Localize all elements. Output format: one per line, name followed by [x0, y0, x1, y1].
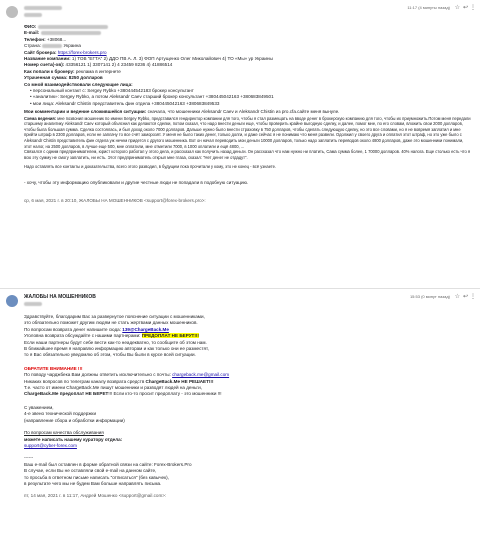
email1-recipient[interactable]	[24, 12, 42, 17]
regards: (направление сбора и обработки информации)	[24, 417, 125, 423]
footer-line: В случае, если Вы не оставляли свой e-mail на данном сайте,	[24, 468, 157, 474]
country-value: Украина	[63, 43, 81, 49]
body-line: это обязательно поможет другим людям не стать жертвами данных мошенников.	[24, 320, 198, 326]
sender-avatar[interactable]	[6, 6, 18, 18]
quoted-header: пт, 14 мая, 2021 г. в 11:17, Андрей Мошенко <support@gmail.com>:	[24, 493, 167, 499]
greeting: Здравствуйте, благодарим Вас за развернутое пояснение ситуации с мошенниками,	[24, 314, 205, 319]
site-label: Сайт брокера:	[24, 49, 57, 55]
fio-label: ФИО:	[24, 24, 37, 29]
persons-heading: Со мной взаимодействовали следующие лица:	[24, 81, 133, 87]
sender-avatar[interactable]	[6, 295, 18, 307]
country-label: Страна:	[24, 43, 41, 49]
closing-line: - хочу, чтобы эту информацию опубликовали и другие честные люди не попадали в подобную ситуацию.	[24, 180, 249, 186]
support-link[interactable]: support@cyber-forex.com	[24, 442, 77, 448]
more-icon[interactable]: ⋮	[470, 294, 476, 300]
phone-label: Телефон:	[24, 36, 46, 42]
quality-line: По вопросам качества обслуживания	[24, 430, 104, 436]
reply-icon[interactable]: ↩	[462, 294, 468, 300]
attention-line: Т.е. часто от имени ChargeBack.Me пишут мошенники и разводят людей на деньги,	[24, 385, 202, 391]
attention-heading: ОБРАТИТЕ ВНИМАНИЕ !!!	[24, 365, 83, 371]
how-value: реклама в интернете	[75, 68, 121, 74]
person-item: • мои лица: Aleksandr Chistin представитель фин отдела +380445042163 +380683849533	[30, 100, 220, 106]
reply-icon[interactable]: ↩	[462, 5, 468, 11]
company-label: Название компании:	[24, 56, 71, 62]
paragraph1-label: Схема ведения:	[24, 115, 57, 121]
body-line: Уголовнa возврата обсуждайте с нашими партнерами:	[24, 333, 142, 339]
footer-line: то просьба в ответном письме написать "отписаться" (без кавычек),	[24, 474, 169, 480]
attention-line: Никаких вопросов по телеграм каналу возврата средств	[24, 378, 145, 384]
body-line: По вопросам возврата денег напишите сюда:	[24, 326, 122, 332]
email1-time: 11:17 (4 минуты назад)	[407, 5, 450, 10]
star-icon[interactable]: ☆	[454, 5, 460, 11]
more-icon[interactable]: ⋮	[470, 5, 476, 11]
email2-header	[0, 291, 480, 311]
attention-line: !!! Если кто-то просит предоплату - это мошенники !!!	[108, 391, 222, 397]
email2-sender[interactable]: ЖАЛОБЫ НА МОШЕННИКОВ	[24, 294, 96, 300]
comment-label: Мои комментарии и ведение сложившейся ситуации:	[24, 109, 147, 115]
email2-recipient[interactable]	[24, 301, 42, 306]
chargeback-link[interactable]: 139@ChargeBack.Me	[122, 326, 169, 332]
email1-body	[24, 24, 472, 205]
person-item: • персональный контакт с: Sergey Rybko +380444542183 брокер консультант	[30, 88, 194, 94]
star-icon[interactable]: ☆	[454, 294, 460, 300]
email2-time: 15:53 (0 минут назад)	[409, 294, 450, 299]
lost-value: 8250 долларов	[68, 75, 103, 81]
body-line: то я Вас обязательно уведомлю об этом, чтобы Вы были в курсе всей ситуации.	[24, 352, 196, 358]
site-link[interactable]: https://forex-brokers.pro	[57, 49, 107, 55]
footer-line: Ваш e-mail был оставлен в форме обратной связи на сайте: Forex-Brokers.Pro	[24, 461, 192, 467]
email1-sender[interactable]	[24, 5, 62, 11]
account-label: Номер счета(-ов):	[24, 62, 65, 68]
lost-label: Утраченная сумма:	[24, 75, 68, 81]
account-value: 43356121 1) 3307141 2) 4 23459 8236 4) 41886514	[65, 62, 173, 68]
email2-body	[24, 314, 472, 500]
email-separator	[0, 288, 480, 289]
footer-line: в результате чего мы не будем Вам больше направлять письма.	[24, 480, 162, 486]
phone-value: +38068...	[46, 36, 67, 42]
chargeback-email-link[interactable]: chargeback.me@gmail.com	[172, 372, 230, 378]
body-line: В ближайшее время я направлю информацию авторам и как только они ее разместят,	[24, 346, 209, 352]
prepay-warning: ПРЕДОПЛАТ НЕ БЕРУТ!!!	[141, 333, 199, 339]
email1-header	[0, 2, 480, 22]
body-line: Если наши партнеры будут себе вести как-то неадекватно, то сообщите об этом нам.	[24, 339, 207, 345]
paragraph1: мне позвонил мошенник по имени Sergey Rybko, представился гендиректор компании для того, чтобы я стал размещать на вводе денег в брокерскую компанию для того, чтобы их приумножить.Потом меня передали старшему аналитику Aleksandr Сaev который объяснил как делаются сделки, потом сказал, что надо внести деньги еще, чтобы проверить крайне выгодную сделку, и далее, помог мне, по его словам, вложить свои 2000 долларов, чтобы была большая сумма. Сделка состоялась, и был доход около 7000 долларов. Дальше нужно было внести страховку в 750 долларов, чтобы сделать следующую сделку, но это все словами, но я не вовремя заплатил и мне прийти штраф в 2300 долларов, если не заплачу то все счёт заморозят. У меня не было таких денег, только долги, и даже сейчас я не понимаю что меня развели. Одолжил у своего друга и оплатил этот штраф, но это уже было с Aleksandr Chistin представитель фин отдела уж нечем придется с другого мошенника. Вот он начал переводить мои деньги 10000 долларов, только надо заплатить переводов около 4800 долларов, даже это мошенники понимали, этот налог, на 2500 долларов, в лучше еще 500, мне оплатили, мне отметили 7000, в 1000 оплатили и ещё 4800, ...	[24, 115, 471, 149]
attention-bold: ChargeBack.Me НЕ РЕШАЕТ!!!	[145, 378, 214, 384]
paragraph2: Связался с одним предпринимателем, юрист которого работал у этого дела, и рассказал как получить назад деньги. Он рассказал что нам нужно ни платить, Сама сумма более, 1 70000 долларов. 40% налога. Еще столько есть что я всю эту сумму не смогу заплатить, ни есть. Этот предприниматель открыл мне глаза, сказал: "Нет денег не отдадут".	[24, 149, 471, 160]
paragraph3: Надо оставлять все контакты и доказательства, всего этого разводил, в будущем пока прочитали у кому, это не конец - всё узнаете.	[24, 164, 277, 170]
company-value: 1) ТОВ "ЕГТА" 2) ДДО ПВ А. Л. 3) ФОП Артущенко Олег Миколайович 4) ТО «Мы» ур Украины	[71, 56, 273, 62]
email-label: E-mail:	[24, 30, 40, 36]
quoted-header: ср, 6 мая, 2021 г. в 20:10, ЖАЛОБЫ НА МОШЕННИКОВ <support@forex-brokers.pro>:	[24, 198, 206, 204]
attention-bold: ChargeBack.Me предоплат НЕ БЕРЕТ	[24, 391, 109, 397]
quality-line: можете написать нашему куратору отдела:	[24, 436, 123, 442]
regards: 4-е звено технической поддержки	[24, 411, 97, 417]
divider-dashes: ------	[24, 455, 34, 461]
regards: С уважением,	[24, 404, 54, 410]
person-item: • «аналитик»: Sergey Rybko, а потом Aleksandr Сaev старший брокер консультант +380445042163 +380683849501	[30, 94, 274, 100]
how-label: Как попали к брокеру:	[24, 68, 75, 74]
comment-intro: сначала, что мошенники Aleksandr Сaev и Aleksandr Chistin из pro.cfa.сайте меня вынуле.	[147, 109, 340, 115]
attention-line: По поводу чарджбека Вам должны ответить исключительно с почты:	[24, 372, 171, 378]
